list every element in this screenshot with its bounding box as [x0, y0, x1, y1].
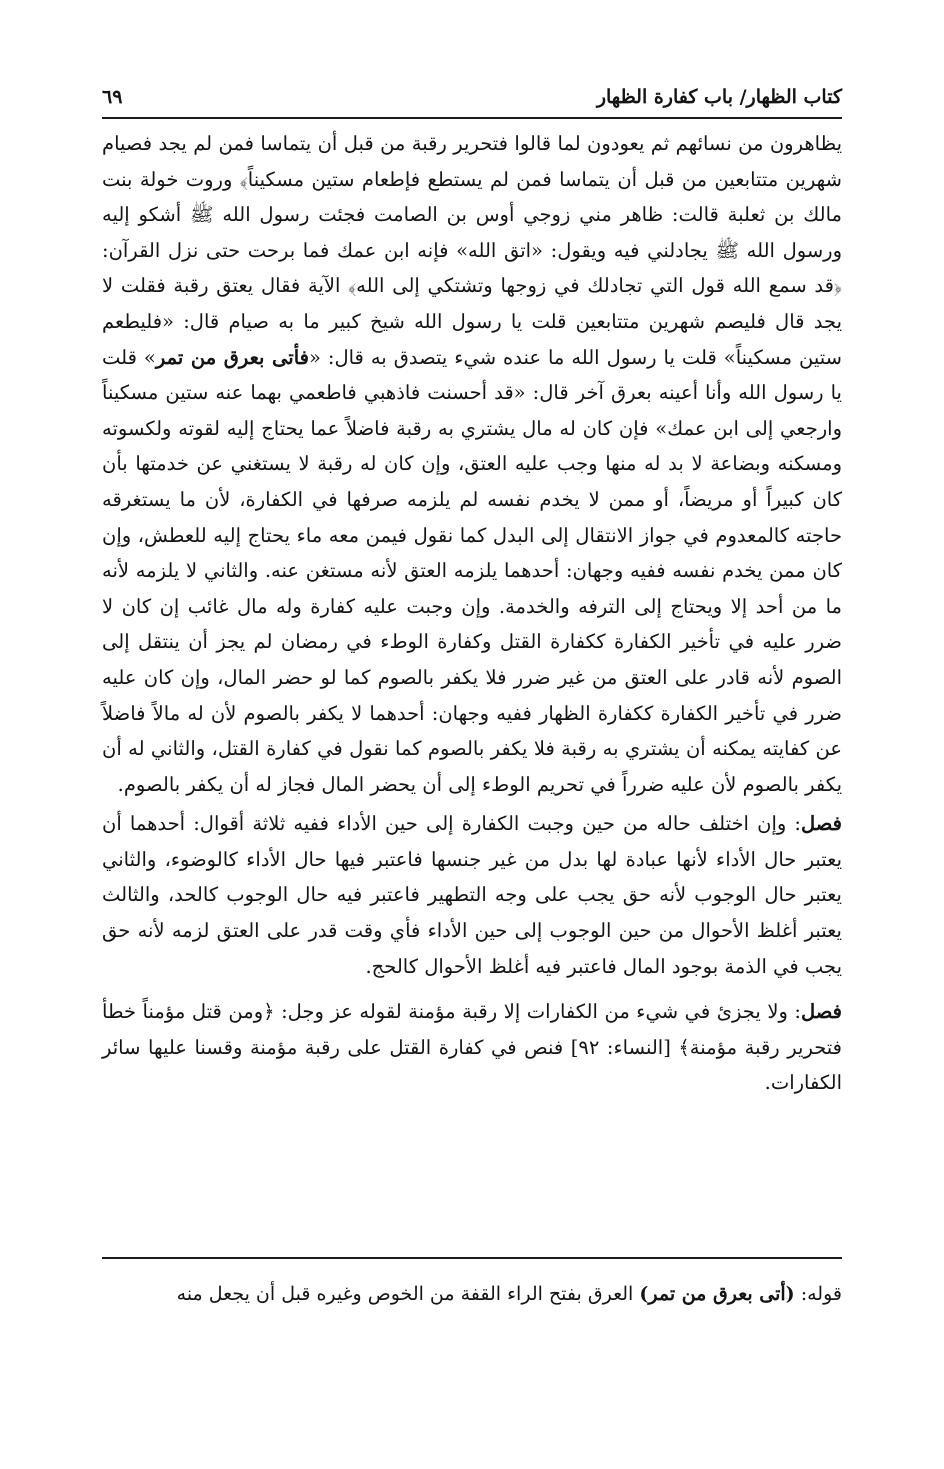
paragraph-3-text: : ولا يجزئ في شيء من الكفارات إلا رقبة مؤمنة لقوله عز وجل: ﴿ومن قتل مؤمناً خطأ فتحرير رقبة مؤمنة﴾ [النساء: ٩٢] فنص في كفارة القتل على رقبة مؤمنة وقسنا عليها سائر الكفارات. [102, 1000, 842, 1095]
header-divider [102, 117, 842, 119]
page-number: ٦٩ [102, 86, 123, 108]
section-label-fasl: فصل [801, 812, 842, 836]
paragraph-1-continuation: » قلت يا رسول الله وأنا أعينه بعرق آخر قال: «قد أحسنت فاذهبي فاطعمي بهما عنه ستين مسكيناً وارجعي إلى ابن عمك» فإن كان له مال يشتري به رقبة فاضلاً عما يحتاج إليه لقوته ولكسوته ومسكنه وبضاعة لا بد له منها وجب عليه العتق، وإن كان له رقبة لا يستغني عن خدمتها بأن كان كبيراً أو مريضاً، أو ممن لا يخدم نفسه لم يلزمه صرفها في الكفارة، لأن ما يستغرقه حاجته كالمعدوم في جواز الانتقال إلى البدل كما نقول فيمن معه ماء يحتاج إليه للعطش، وإن كان ممن يخدم نفسه ففيه وجهان: أحدهما يلزمه العتق لأنه مستغن عنه. والثاني لا يلزمه لأنه ما من أحد إلا ويحتاج إلى الترفه والخدمة. وإن وجبت عليه كفارة وله مال غائب إن كان لا ضرر عليه في تأخير الكفارة ككفارة القتل وكفارة الوطء في رمضان لم يجز أن ينتقل إلى الصوم لأنه قادر على العتق من غير ضرر فلا يكفر بالصوم كما لو حضر المال، وإن كان عليه ضرر في تأخير الكفارة ككفارة الظهار ففيه وجهان: أحدهما لا يكفر بالصوم لأن له مالاً فاضلاً عن كفايته يمكنه أن يشتري به رقبة فلا يكفر بالصوم كما نقول في كفارة القتل، والثاني له أن يكفر بالصوم لأن عليه ضرراً في تحريم الوطء إلى أن يحضر المال فجاز له أن يكفر بالصوم. [102, 345, 842, 796]
footnote [102, 1276, 842, 1312]
paragraph-1 [102, 126, 842, 802]
paragraph-3 [102, 994, 842, 1101]
paragraph-2-text: : وإن اختلف حاله من حين وجبت الكفارة إلى حين الأداء ففيه ثلاثة أقوال: أحدهما أن يعتبر حال الأداء لأنها عبادة لها بدل من غير جنسها فاعتبر فيها حال الأداء كالوضوء، والثاني يعتبر حال الوجوب لأنه حق يجب على وجه التطهير فاعتبر فيه حال الوجوب كالحد، والثالث يعتبر أغلظ الأحوال من حين الوجوب إلى حين الأداء فأي وقت قدر على العتق لزمه لأنه حق يجب في الذمة بوجود المال فاعتبر فيه أغلظ الأحوال كالحج. [102, 812, 842, 978]
paragraph-1-text: يظاهرون من نسائهم ثم يعودون لما قالوا فتحرير رقبة من قبل أن يتماسا فمن لم يجد فصيام شهرين متتابعين من قبل أن يتماسا فمن لم يستطع فإطعام ستين مسكيناً﴾ وروت خولة بنت مالك بن ثعلبة قالت: ظاهر مني زوجي أوس بن الصامت فجئت رسول الله ﷺ أشكو إليه ورسول الله ﷺ يجادلني فيه ويقول: «اتق الله» فإنه ابن عمك فما برحت حتى نزل القرآن: ﴿قد سمع الله قول التي تجادلك في زوجها وتشتكي إلى الله﴾ الآية فقال يعتق رقبة فقلت لا يجد قال فليصم شهرين متتابعين قلت يا رسول الله شيخ كبير ما به صيام قال: «فليطعم ستين مسكيناً» قلت يا رسول الله ما عنده شيء يتصدق به قال: « [102, 132, 842, 369]
footnote-lead: قوله: [794, 1283, 842, 1305]
footnote-quoted-phrase: (أتى بعرق من تمر) [639, 1283, 795, 1305]
section-label-fasl-2: فصل [801, 1000, 842, 1024]
running-title: كتاب الظهار/ باب كفارة الظهار [596, 86, 842, 108]
paragraph-2 [102, 806, 842, 984]
page-header [102, 80, 842, 114]
main-text [102, 126, 842, 1101]
paragraph-1-bold-phrase: فأتى بعرق من تمر [155, 345, 309, 369]
footnote-divider [102, 1257, 842, 1259]
footnote-text: العرق بفتح الراء القفة من الخوص وغيره قبل أن يجعل منه [176, 1283, 640, 1305]
